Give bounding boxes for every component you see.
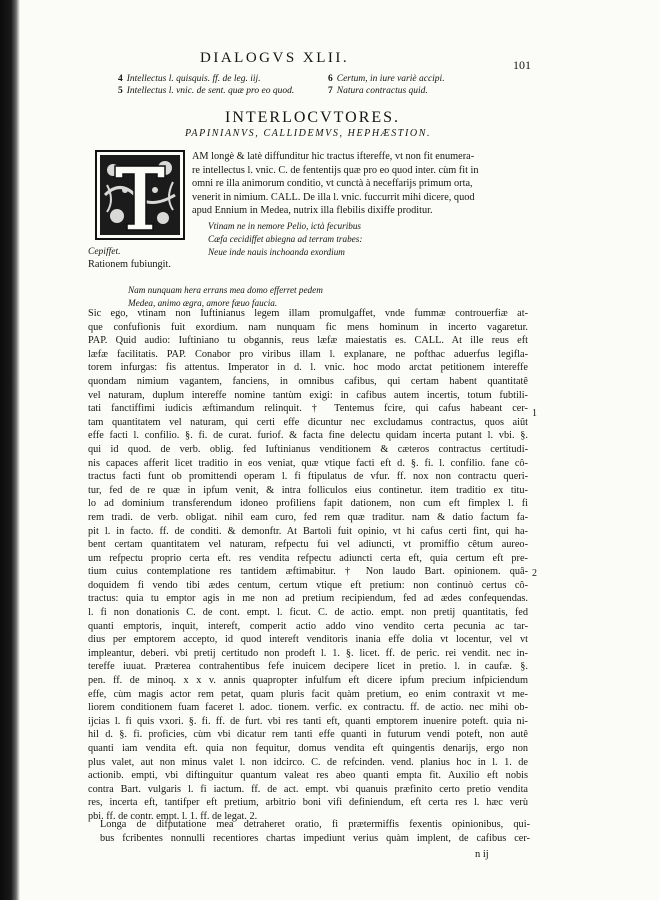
text-line: um refpectu proprio certa eft. res vendita refpectu adiuncti certa eft, quia certum eft pre- <box>88 552 528 564</box>
text-line: vel naturam, duplum intereffe nomine tantùm exigi: in cafibus autem incertis, totum fubtili- <box>88 389 528 401</box>
ornament-icon <box>95 150 185 240</box>
verse-line: Neue inde nauis inchoanda exordium <box>208 247 345 257</box>
text-line: venerit in nimium. CALL. De illa l. vnic. fuccurrit mihi dicere, quod <box>192 191 475 203</box>
text-line: Longa de difputatione mea detraheret oratio, fi prætermiffis fexentis opinionibus, qui- <box>100 819 530 830</box>
text-line: tereffe iuuat. Præterea contrahentibus fefe inuicem decipere licet in pretio. l. in caufæ. §. <box>88 661 528 673</box>
verse-continuation: Cepiffet. <box>88 247 121 257</box>
toc-entry-number: 7 <box>328 86 333 96</box>
verse-quotation <box>208 220 448 259</box>
verse-line: Vtinam ne in nemore Pelio, ictà fecuribus <box>208 221 362 231</box>
interlocutores-names: PAPINIANVS, CALLIDEMVS, HEPHÆSTION. <box>185 128 432 139</box>
toc-entry-number: 4 <box>118 74 123 84</box>
text-line: quanti iam vendita eft. quia non fequitur, domus vendita eft quingentis denarijs, ergo non <box>88 743 528 754</box>
text-line: contra Bart. vulgaris l. fi iactum. ff. de act. empt. vbi quanuis præfinito certo pretio vendita <box>88 783 528 795</box>
text-line: nis capaces afferit licet traditio in eos veniat, quæ vtique facti eft d. §. fi. l. confilio. fane cô- <box>88 457 528 469</box>
page-number: 101 <box>513 58 531 72</box>
text-line: pbi. ff. de contr. empt. l. 1. ff. de legat. 2. <box>88 810 258 822</box>
text-line: effe facti l. confilio. §. fi. de curat. furiof. & facta fine delectu quidam incerta putant l. vbi. §. <box>88 430 528 442</box>
text-line: quanti emptoris, inquit, intereft, comperit actio addo vino vendito certa pecunia ac tar- <box>88 620 528 632</box>
toc-entry-text: Intellectus l. vnic. de sent. quæ pro eo quod. <box>126 86 295 96</box>
text-line: ijcias l. fi quis vxori. §. fi. ff. de furt. vbi res tanti eft, quanti emptorem inuenire poteft. quia ni- <box>88 715 528 727</box>
transition-line: Rationem fubiungit. <box>88 259 171 270</box>
signature-mark: n ij <box>475 849 489 860</box>
text-line: omni re illa animorum conditio, vt cunctà à neceffarijs primum orta, <box>192 178 473 190</box>
text-line: PAP. Quid audio: Iuftiniano tu obgannis, reus læfæ maiestatis es. CALL. At ille reus eft <box>88 335 528 347</box>
text-line: pit l. in facto. ff. de conditi. & demonftr. At Bartoli fuit opinio, vt hi cafus certi fint, qui ha- <box>88 525 528 537</box>
text-line: tractus: quia tu emptor agis in me non ad pretium recipiendum, fed ad ædes confequendas. <box>88 593 528 605</box>
text-line: effe, cùm magis actor rem petat, quam pluris facit quàm pretium, eo enim contraxit vt me- <box>88 688 528 700</box>
text-line: qui id quod. de verb. oblig. fed Iuftinianus venditionem & cæteros contractus certitudi- <box>88 443 528 455</box>
text-line: torem infurgas: fis attentus. Imperator in d. l. vnic. hoc modo arctat petitionem intereffe <box>88 362 528 374</box>
text-line: rem tradi. de verb. obligat. nihil eam curo, fed rem quæ traditur. nam & datio factum fa- <box>88 511 528 523</box>
text-line: AM longè & latè diffunditur hic tractus iftereffe, vt non fit enumera- <box>192 151 475 162</box>
toc-entry <box>118 85 294 97</box>
text-line: lo ad dominium transferendum idoneo profiliens fapit dationem, non cum eft fimplex l. fi <box>88 498 528 510</box>
decorated-initial-letter <box>95 150 185 240</box>
running-header: DIALOGVS XLII. <box>200 50 350 66</box>
text-line: re intellectus l. vnic. C. de fententijs quæ pro eo quod inter. cùm fit in <box>192 164 479 176</box>
text-line: Sic ego, vtinam non Iuftinianus legem illam promulgaffet, vnde fummæ controuerfiæ at- <box>88 308 528 319</box>
text-line: doquidem fi vendo tibi ædes centum, certum vtique eft pretium: non continuò certus cô- <box>88 579 528 591</box>
text-line: tam quantitatem vel naturam, qui certi effe dicuntur nec excludamus contractus, quos aiût <box>88 416 528 428</box>
verse-line: Cæfa cecidiffet abiegna ad terram trabes: <box>208 234 363 244</box>
toc-entry-number: 5 <box>118 86 123 96</box>
toc-entry-number: 6 <box>328 74 333 84</box>
text-line: læfæ facilitatis. PAP. Conabor pro viribus illam l. explanare, ne pofthac aduerfus legifla- <box>88 348 528 360</box>
margin-note: 1 <box>532 408 537 419</box>
text-line: plus valet, aut non minus valet l. non idcirco. C. de refcinden. vend. planius hoc in l. 1. de <box>88 756 528 768</box>
interlocutores-heading: INTERLOCVTORES. <box>225 109 401 126</box>
text-line: liorem conditionem fuam faceret l. adoc. tionem. verfic. ex contractu. ff. de actio. nec mihi ob- <box>88 702 528 714</box>
text-line: res, incerta eft, tantifper eft pretium, arbitrio boni vifi definiendum, eft certa res l. hæc verù <box>88 797 528 809</box>
text-line: impleantur, deberi. vbi pretij certitudo non prodeft l. 1. §. licet. ff. de peric. rei vendit. nec in- <box>88 647 528 659</box>
toc-entry-text: Certum, in iure variè accipi. <box>336 74 445 84</box>
text-line: que confufionis fuit exordium. nam nunquam fic mens hominum in incerto vagaretur. <box>88 321 528 333</box>
verse-quotation <box>128 284 388 309</box>
text-line: actionib. empti, vbi diftinguitur quantum valeat res abeo quanti empta fit. Auxilio eft nobis <box>88 770 528 782</box>
text-line: tati fanctiffimi iudicis æftimandum relinquit. † Tentemus fcire, qui cafus habeant cer- <box>88 403 528 415</box>
main-body-text <box>88 307 528 824</box>
text-line: dius per emptorem accepto, id quod intereft venditoris inania effe dolia vt locentur, vel vt <box>88 634 528 646</box>
text-line: bus fcribentes nonnulli recentiores chartas impediunt verius quàm implent, de cafibus cer- <box>100 832 530 844</box>
text-line: apud Ennium in Medea, nutrix illa flebilis dixiffe proditur. <box>192 205 433 217</box>
text-line: quondam nimium vagantem, fanciens, in omnibus cafibus, qui certam habent quantitatê <box>88 375 528 387</box>
text-line: hil d. §. fi. proficies, cùm vbi dicatur rem tanti effe quanti in futurum vendi poteft, non autê <box>88 729 528 741</box>
text-line: tur, fed de re quæ in ipfum venit, & intra folliculos eius continetur. item traditio ex titu- <box>88 484 528 496</box>
text-line: bent certam quantitatem vel naturam, refpectu fui vel adiuncti, vt promiffio cêtum aureo- <box>88 539 528 551</box>
toc-entry-text: Intellectus l. quisquis. ff. de leg. iij. <box>126 74 261 84</box>
text-line: tractus facti funt ob promittendi operam l. fi ftipulatus de vfur. ff. nox non contractu queri- <box>88 471 528 483</box>
toc-entry <box>328 85 428 97</box>
text-line: l. fi non donationis C. de cont. empt. l. ficut. C. de actio. empt. non pretij quantitatis, fed <box>88 607 528 619</box>
text-line: pen. ff. de minoq. x x v. annis quapropter infulfum eft dicere ipfum precium infpiciendum <box>88 675 528 687</box>
margin-note: 2 <box>532 568 537 579</box>
intro-paragraph <box>192 150 527 218</box>
text-line: tium cuius contemplatione res tantidem æftimabitur. † Non laudo Bart. opinionem. quâ- <box>88 566 528 578</box>
toc-entry-text: Natura contractus quid. <box>336 86 428 96</box>
closing-paragraph <box>100 818 530 845</box>
verse-line: Nam nunquam hera errans mea domo efferret pedem <box>128 285 323 295</box>
toc-entry <box>328 73 445 85</box>
verse-line: Medea, animo ægra, amore fæuo faucia. <box>128 297 278 308</box>
toc-entry <box>118 73 261 85</box>
book-binding-edge <box>0 0 20 900</box>
